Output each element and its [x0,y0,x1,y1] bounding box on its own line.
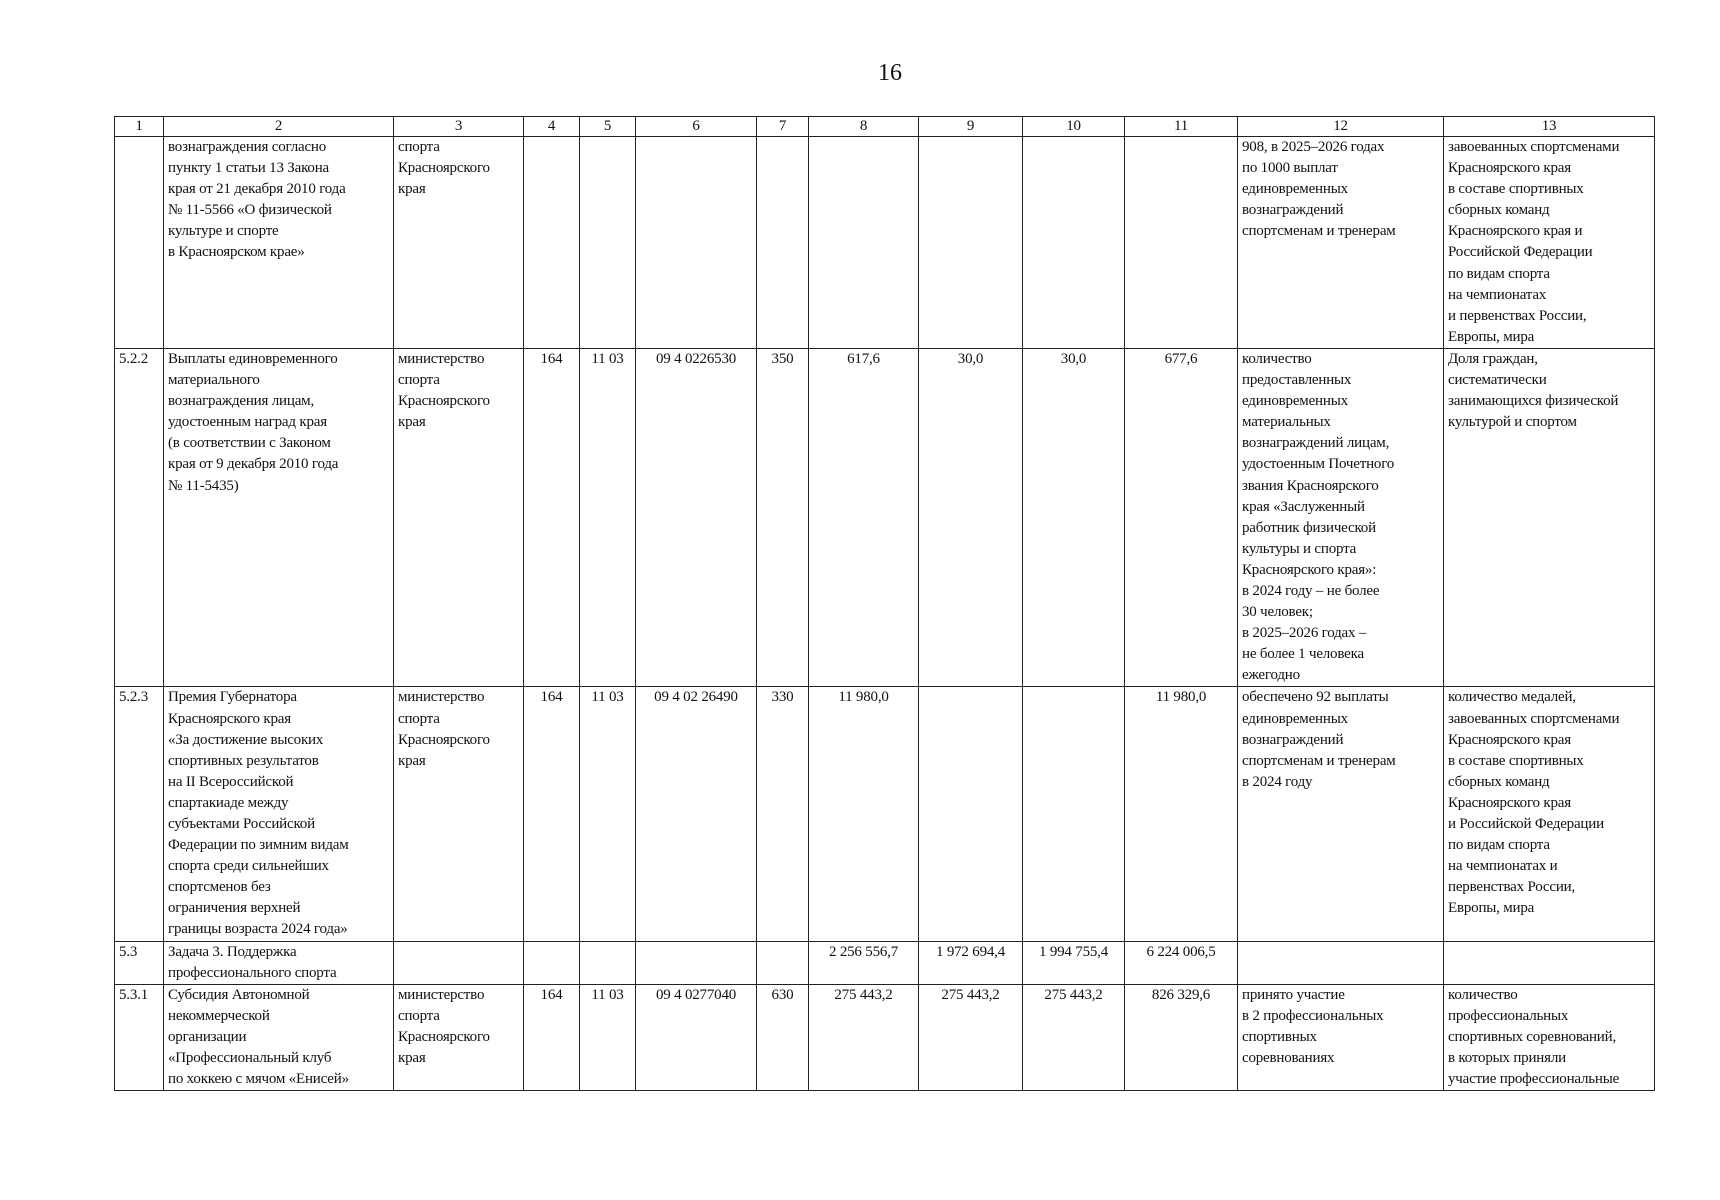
header-cell: 13 [1444,117,1655,137]
row-number: 5.2.3 [115,687,164,941]
amount-total: 11 980,0 [1125,687,1238,941]
measure-name: Задача 3. Поддержка профессионального спорта [164,941,394,984]
amount-2026 [1023,137,1125,349]
header-cell: 8 [809,117,919,137]
expected-result [1238,941,1444,984]
row-number: 5.3 [115,941,164,984]
table-header-row [115,117,1655,137]
amount-2024: 275 443,2 [809,984,919,1090]
amount-2026: 275 443,2 [1023,984,1125,1090]
header-cell: 9 [919,117,1023,137]
section-code: 11 03 [580,984,636,1090]
expense-type: 630 [757,984,809,1090]
expected-result: количество предоставленных единовременных материальных вознаграждений лицам, удостоенным Почетного звания Красноярского края «Заслуженный работник физической культуры и спорта Красноярского края»: в 2024 году – не более 30 человек; в 2025–2026 годах – не более 1 человека ежегодно [1238,348,1444,687]
amount-2025: 1 972 694,4 [919,941,1023,984]
indicator: завоеванных спортсменами Красноярского края в составе спортивных сборных команд Красноярского края и Российской Федерации по видам спорта на чемпионатах и первенствах России, Европы, мира [1444,137,1655,349]
header-cell: 4 [524,117,580,137]
header-cell: 5 [580,117,636,137]
amount-total: 677,6 [1125,348,1238,687]
row-number [115,137,164,349]
indicator: количество профессиональных спортивных соревнований, в которых приняли участие профессиональные [1444,984,1655,1090]
grbs-code [524,137,580,349]
row-number: 5.3.1 [115,984,164,1090]
indicator [1444,941,1655,984]
target-code [636,137,757,349]
amount-2026: 1 994 755,4 [1023,941,1125,984]
expense-type [757,941,809,984]
table-row [115,984,1655,1090]
table-row [115,687,1655,941]
amount-2024: 2 256 556,7 [809,941,919,984]
budget-table [114,116,1655,1091]
indicator: Доля граждан, систематически занимающихся физической культурой и спортом [1444,348,1655,687]
header-cell: 11 [1125,117,1238,137]
expected-result: 908, в 2025–2026 годах по 1000 выплат единовременных вознаграждений спортсменам и тренерам [1238,137,1444,349]
grbs-code: 164 [524,348,580,687]
header-cell: 6 [636,117,757,137]
measure-name: Премия Губернатора Красноярского края «За достижение высоких спортивных результатов на II Всероссийской спартакиаде между субъектами Российской Федерации по зимним видам спорта среди сильнейших спортсменов без ограничения верхней границы возраста 2024 года» [164,687,394,941]
grbs-code [524,941,580,984]
expense-type: 350 [757,348,809,687]
amount-2025: 275 443,2 [919,984,1023,1090]
section-code: 11 03 [580,348,636,687]
section-code [580,941,636,984]
target-code: 09 4 0277040 [636,984,757,1090]
amount-total: 826 329,6 [1125,984,1238,1090]
amount-2025 [919,137,1023,349]
grbs-code: 164 [524,984,580,1090]
amount-total [1125,137,1238,349]
header-cell: 3 [394,117,524,137]
expected-result: обеспечено 92 выплаты единовременных вознаграждений спортсменам и тренерам в 2024 году [1238,687,1444,941]
expected-result: принято участие в 2 профессиональных спортивных соревнованиях [1238,984,1444,1090]
amount-2024: 617,6 [809,348,919,687]
target-code [636,941,757,984]
header-cell: 7 [757,117,809,137]
expense-type: 330 [757,687,809,941]
table-row [115,137,1655,349]
table-row [115,348,1655,687]
target-code: 09 4 0226530 [636,348,757,687]
amount-total: 6 224 006,5 [1125,941,1238,984]
administrator [394,941,524,984]
page-number: 16 [878,60,902,86]
measure-name: вознаграждения согласно пункту 1 статьи 13 Закона края от 21 декабря 2010 года № 11-5566 «О физической культуре и спорте в Красноярском крае» [164,137,394,349]
header-cell: 10 [1023,117,1125,137]
amount-2024: 11 980,0 [809,687,919,941]
target-code: 09 4 02 26490 [636,687,757,941]
header-cell: 2 [164,117,394,137]
section-code [580,137,636,349]
amount-2025 [919,687,1023,941]
header-cell: 12 [1238,117,1444,137]
administrator: министерство спорта Красноярского края [394,984,524,1090]
table-row [115,941,1655,984]
administrator: спорта Красноярского края [394,137,524,349]
measure-name: Субсидия Автономной некоммерческой организации «Профессиональный клуб по хоккею с мячом «Енисей» [164,984,394,1090]
indicator: количество медалей, завоеванных спортсменами Красноярского края в составе спортивных сборных команд Красноярского края и Российской Федерации по видам спорта на чемпионатах и первенствах России, Европы, мира [1444,687,1655,941]
row-number: 5.2.2 [115,348,164,687]
amount-2024 [809,137,919,349]
section-code: 11 03 [580,687,636,941]
header-cell: 1 [115,117,164,137]
amount-2025: 30,0 [919,348,1023,687]
grbs-code: 164 [524,687,580,941]
administrator: министерство спорта Красноярского края [394,348,524,687]
measure-name: Выплаты единовременного материального вознаграждения лицам, удостоенным наград края (в соответствии с Законом края от 9 декабря 2010 года № 11-5435) [164,348,394,687]
amount-2026: 30,0 [1023,348,1125,687]
expense-type [757,137,809,349]
administrator: министерство спорта Красноярского края [394,687,524,941]
amount-2026 [1023,687,1125,941]
